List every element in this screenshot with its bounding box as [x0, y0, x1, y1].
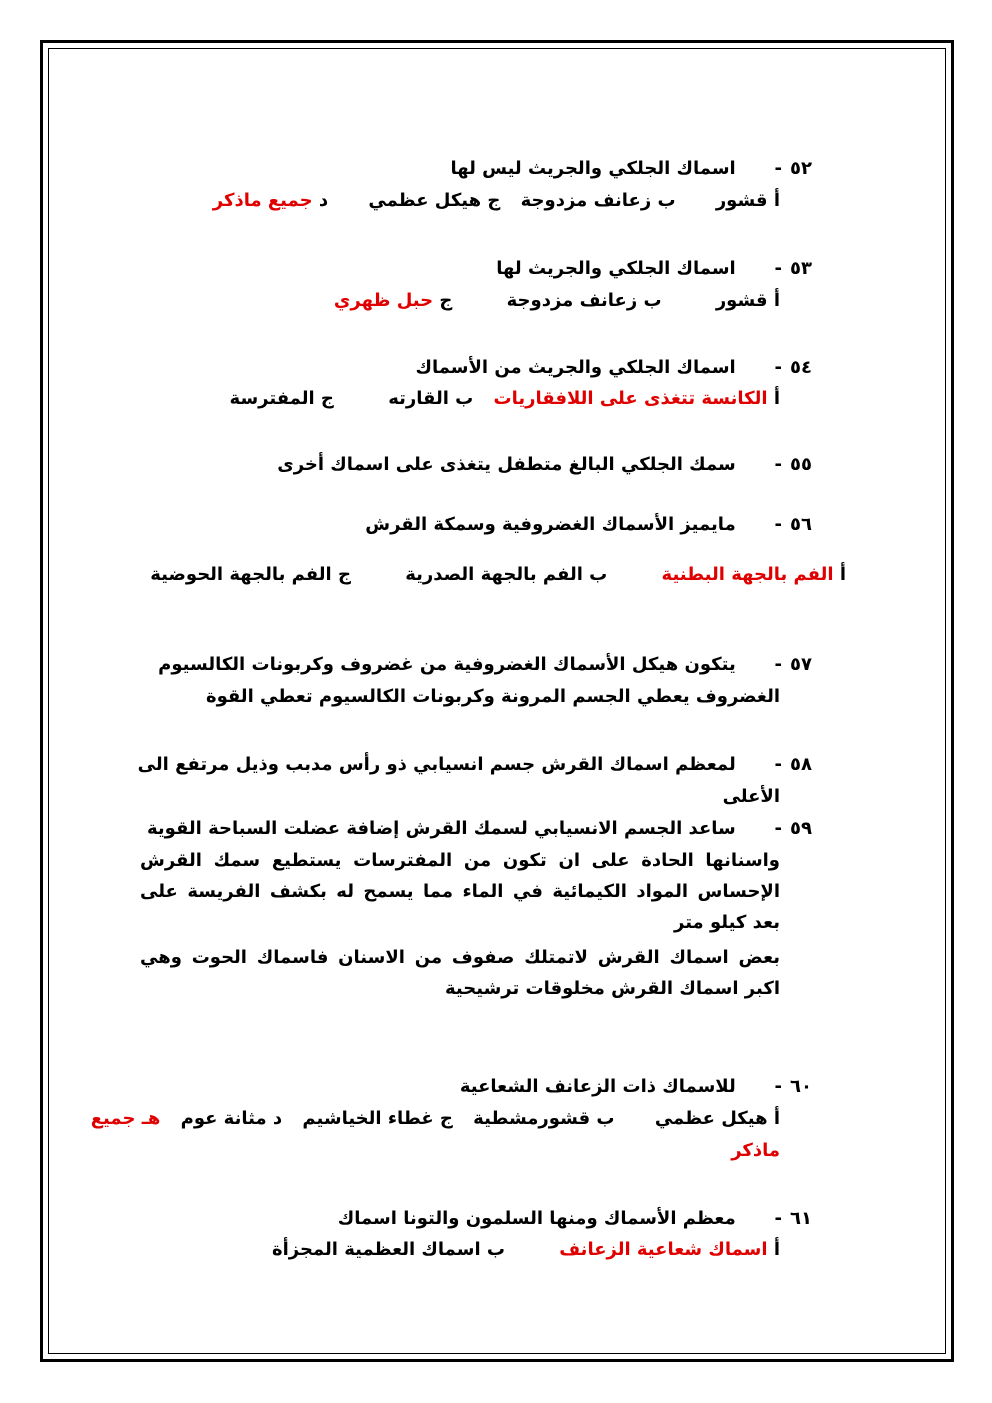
option-b: ب الفم بالجهة الصدرية — [405, 564, 608, 585]
option-a: أ هيكل عظمي — [654, 1108, 780, 1129]
question-55: ٥٥- سمك الجلكي البالغ متطفل يتغذى على اسماك أخرى — [277, 452, 812, 478]
option-c: ج الفم بالجهة الحوضية — [150, 564, 351, 585]
correct-answer-continued: ماذكر — [731, 1140, 780, 1161]
question-number: ٥٦ — [790, 514, 812, 535]
option-b: ب القارته — [388, 388, 474, 409]
question-54: ٥٤- اسماك الجلكي والجريث من الأسماك — [415, 355, 812, 381]
question-number: ٥٣ — [790, 258, 812, 279]
question-number: ٦٠ — [790, 1076, 812, 1097]
option-d: د مثانة عوم — [180, 1108, 283, 1129]
answers-56 — [150, 562, 846, 588]
option-b: ب قشورمشطية — [473, 1108, 615, 1129]
question-text: اسماك الجلكي والجريث لها — [496, 258, 736, 279]
option-c: ج المفترسة — [229, 388, 334, 409]
option-b: ب زعانف مزدوجة — [520, 190, 676, 211]
question-53: ٥٣- اسماك الجلكي والجريث لها — [496, 256, 812, 282]
question-number: ٥٤ — [790, 357, 812, 378]
question-57: ٥٧- يتكون هيكل الأسماك الغضروفية من غضروف وكربونات الكالسيوم — [158, 652, 812, 678]
correct-answer: اسماك شعاعية الزعانف — [559, 1239, 768, 1260]
correct-answer: جميع — [90, 1108, 136, 1129]
question-text: مايميز الأسماك الغضروفية وسمكة القرش — [365, 514, 736, 535]
option-c: ج غطاء الخياشيم — [302, 1108, 453, 1129]
question-number: ٦١ — [790, 1208, 812, 1229]
option-c: ج هيكل عظمي — [368, 190, 501, 211]
option-a: أ قشور — [715, 190, 780, 211]
question-59-paragraph: واسنانها الحادة على ان تكون من المفترسات يستطيع سمك القرش الإحساس المواد الكيمائية في الماء مما يسمح له بكشف الفريسة على بعد كيلو متر — [140, 850, 780, 933]
question-text: يتكون هيكل الأسماك الغضروفية من غضروف وكربونات الكالسيوم — [158, 654, 736, 675]
answers-60 — [91, 1106, 780, 1132]
question-58: ٥٨- لمعظم اسماك القرش جسم انسيابي ذو رأس مدبب وذيل مرتفع الى — [138, 752, 812, 778]
answers-54 — [230, 386, 780, 412]
question-61: ٦١- معظم الأسماك ومنها السلمون والتونا اسماك — [338, 1206, 812, 1232]
option-d-prefix: د — [318, 190, 329, 211]
option-b: ب اسماك العظمية المجزأة — [271, 1239, 505, 1260]
question-number: ٥٨ — [790, 754, 812, 775]
answers-61 — [272, 1237, 780, 1263]
question-text: للاسماك ذات الزعانف الشعاعية — [459, 1076, 736, 1097]
correct-answer: حبل ظهري — [333, 290, 434, 311]
option-a-prefix: أ — [773, 388, 780, 409]
question-57-line-2: الغضروف يعطي الجسم المرونة وكربونات الكالسيوم تعطي القوة — [205, 686, 780, 707]
option-a-prefix: أ — [839, 564, 846, 585]
correct-answer: جميع ماذكر — [212, 190, 313, 211]
question-number: ٥٩ — [790, 818, 812, 839]
question-52: ٥٢- اسماك الجلكي والجريث ليس لها — [450, 156, 812, 182]
question-59-paragraph-2: بعض اسماك القرش لاتمتلك صفوف من الاسنان فاسماك الحوت وهي اكبر اسماك القرش مخلوقات ترشيحية — [140, 947, 780, 999]
question-text: لمعظم اسماك القرش جسم انسيابي ذو رأس مدبب وذيل مرتفع الى — [137, 754, 736, 775]
correct-answer: الفم بالجهة البطنية — [661, 564, 834, 585]
question-58-line-2: الأعلى — [722, 786, 780, 807]
question-text: اسماك الجلكي والجريث ليس لها — [450, 158, 736, 179]
question-56: ٥٦- مايميز الأسماك الغضروفية وسمكة القرش — [365, 512, 812, 538]
question-text: سمك الجلكي البالغ متطفل يتغذى على اسماك أخرى — [277, 454, 736, 475]
question-number: ٥٢ — [790, 158, 812, 179]
question-number: ٥٧ — [790, 654, 812, 675]
option-c-prefix: ج — [439, 290, 453, 311]
option-e-prefix: هـ — [141, 1108, 161, 1129]
question-text: معظم الأسماك ومنها السلمون والتونا اسماك — [337, 1208, 736, 1229]
option-a: أ قشور — [715, 290, 780, 311]
answers-53 — [334, 288, 780, 314]
option-b: ب زعانف مزدوجة — [506, 290, 662, 311]
correct-answer: الكانسة تتغذى على اللافقاريات — [493, 388, 768, 409]
question-60: ٦٠- للاسماك ذات الزعانف الشعاعية — [460, 1074, 812, 1100]
option-a-prefix: أ — [773, 1239, 780, 1260]
question-number: ٥٥ — [790, 454, 812, 475]
answers-52 — [213, 188, 780, 214]
question-text: ساعد الجسم الانسيابي لسمك القرش إضافة عضلت السباحة القوية — [147, 818, 736, 839]
question-59: ٥٩- ساعد الجسم الانسيابي لسمك القرش إضافة عضلت السباحة القوية — [147, 816, 812, 842]
question-text: اسماك الجلكي والجريث من الأسماك — [415, 357, 736, 378]
